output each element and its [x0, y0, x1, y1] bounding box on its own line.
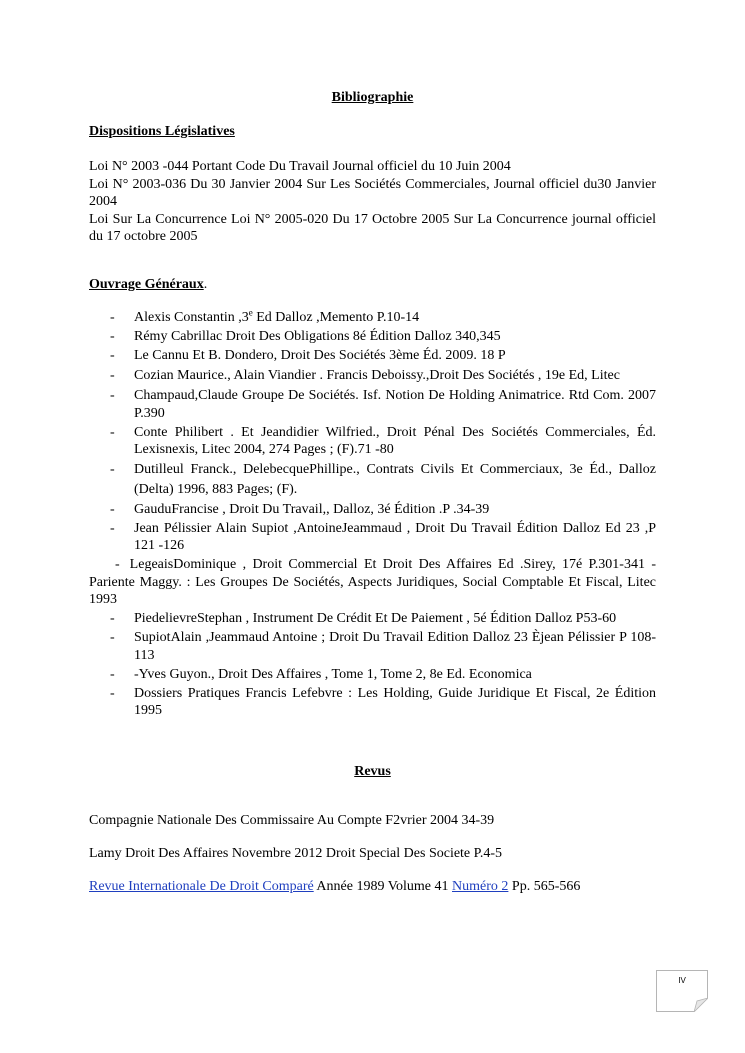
- list-item: - GauduFrancise , Droit Du Travail,, Dalloz, 3é Édition .P .34-39: [110, 501, 490, 517]
- law-item: Loi N° 2003-036 Du 30 Janvier 2004 Sur Les Sociétés Commerciales, Journal officiel du30 Janvier 2004: [89, 176, 656, 209]
- list-item: - Conte Philibert . Et Jeandidier Wilfried., Droit Pénal Des Sociétés Commerciales, Éd. Lexisnexis, Litec 2004, 274 Pages ; (F).71 -80: [110, 424, 656, 457]
- law-item: Loi N° 2003 -044 Portant Code Du Travail Journal officiel du 10 Juin 2004: [89, 159, 511, 174]
- list-item: - Champaud,Claude Groupe De Sociétés. Isf. Notion De Holding Animatrice. Rtd Com. 2007 P.390: [110, 388, 656, 421]
- list-item: - -Yves Guyon., Droit Des Affaires , Tome 1, Tome 2, 8e Ed. Economica: [110, 666, 532, 682]
- list-item: - LegeaisDominique , Droit Commercial Et Droit Des Affaires Ed .Sirey, 17é P.301-341 -Pariente Maggy. : Les Groupes De Sociétés, Aspects Juridiques, Social Comptable Et Fiscal, Litec 1993: [89, 557, 656, 607]
- list-item: - Dossiers Pratiques Francis Lefebvre : Les Holding, Guide Juridique Et Fiscal, 2e Édition 1995: [110, 685, 656, 718]
- revue-link[interactable]: Revue Internationale De Droit Comparé: [89, 879, 314, 894]
- list-item: - Rémy Cabrillac Droit Des Obligations 8é Édition Dalloz 340,345: [110, 329, 501, 344]
- bullet-dash: -: [110, 310, 115, 325]
- list-item: - Le Cannu Et B. Dondero, Droit Des Sociétés 3ème Éd. 2009. 18 P: [110, 348, 506, 363]
- review-entry: Compagnie Nationale Des Commissaire Au Compte F2vrier 2004 34-39: [89, 813, 495, 828]
- law-item: Loi Sur La Concurrence Loi N° 2005-020 Du 17 Octobre 2005 Sur La Concurrence journal officiel du 17 octobre 2005: [89, 211, 656, 244]
- list-item: - PiedelievreStephan , Instrument De Crédit Et De Paiement , 5é Édition Dalloz P53-60: [110, 611, 617, 626]
- reviews-heading: Revus: [354, 764, 391, 779]
- general-works-list: [89, 309, 656, 721]
- legislation-list: [89, 158, 656, 246]
- numero-link[interactable]: Numéro 2: [452, 879, 509, 894]
- page-fold-icon: [694, 998, 708, 1012]
- review-entry: Lamy Droit Des Affaires Novembre 2012 Droit Special Des Societe P.4-5: [89, 846, 503, 861]
- page-title: Bibliographie: [331, 90, 414, 105]
- list-item: - Cozian Maurice., Alain Viandier . Francis Deboissy.,Droit Des Sociétés , 19e Ed, Litec: [110, 368, 620, 383]
- list-item: - Dutilleul Franck., DelebecquePhillipe., Contrats Civils Et Commerciaux, 3e Éd., Dalloz (Delta) 1996, 883 Pages; (F).: [110, 462, 656, 497]
- list-item: - Jean Pélissier Alain Supiot ,AntoineJeammaud , Droit Du Travail Édition Dalloz Ed 23 ,P 121 -126: [110, 520, 656, 553]
- review-entry: Revue Internationale De Droit Comparé Année 1989 Volume 41 Numéro 2 Pp. 565-566: [89, 879, 581, 894]
- general-works-heading: Ouvrage Généraux.: [89, 277, 208, 292]
- page-number-box: [656, 970, 708, 1012]
- page-number: IV: [678, 976, 686, 985]
- legislation-heading: Dispositions Législatives: [89, 124, 235, 139]
- list-item: - SupiotAlain ,Jeammaud Antoine ; Droit Du Travail Edition Dalloz 23 Èjean Pélissier P 108-113: [110, 630, 656, 663]
- list-item: - Alexis Constantin ,3e Ed Dalloz ,Memento P.10-14: [110, 307, 420, 325]
